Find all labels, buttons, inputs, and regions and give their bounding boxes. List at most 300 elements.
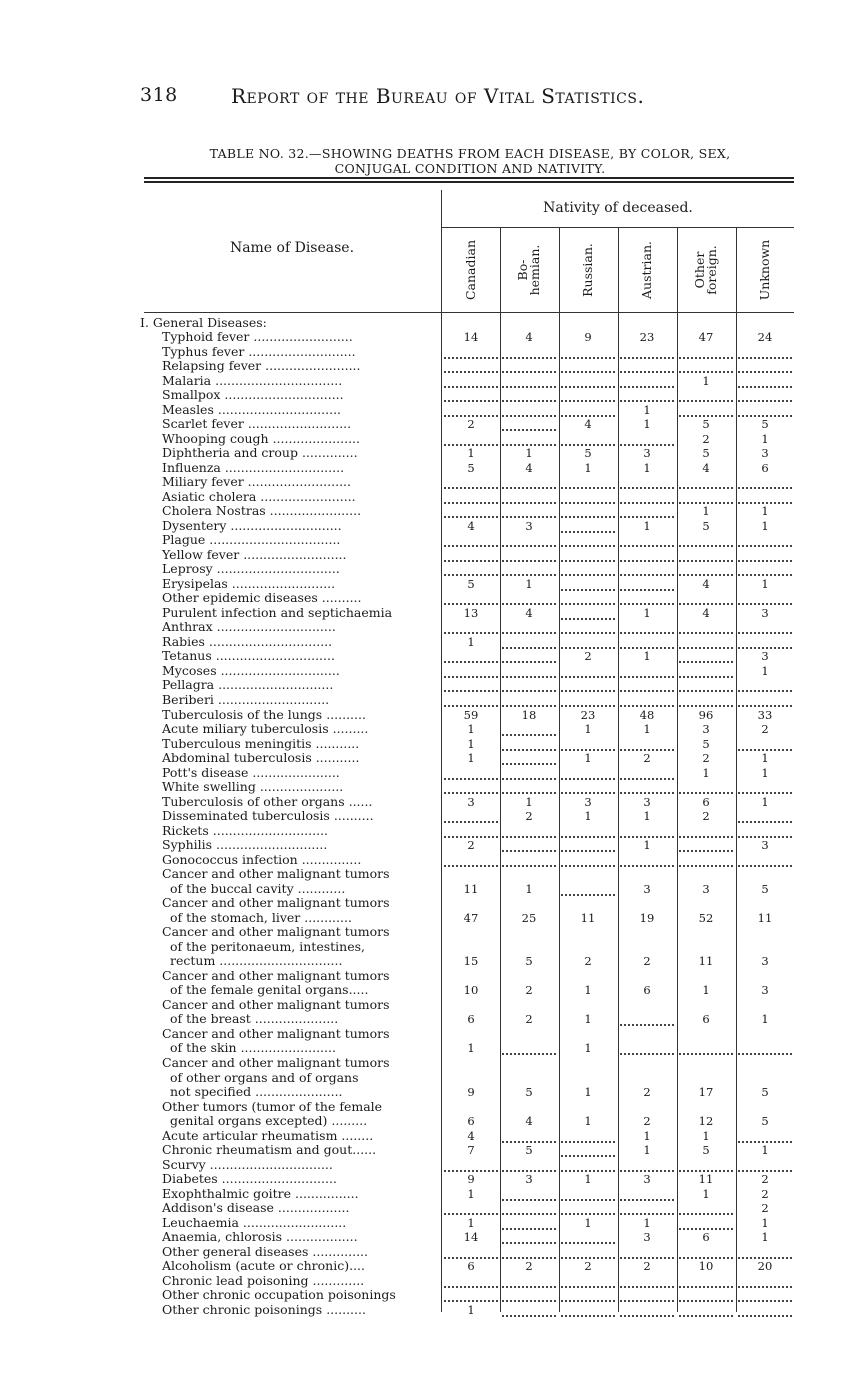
table-cell: 1 xyxy=(467,736,475,751)
column-header-label: Austrian. xyxy=(639,241,654,299)
leader-dots xyxy=(620,747,674,751)
table-title-line1: TABLE NO. 32.—SHOWING DEATHS FROM EACH DISEASE, BY COLOR, SEX, xyxy=(209,146,731,161)
table-cell: 6 xyxy=(702,794,710,809)
table-cell: 5 xyxy=(761,1085,769,1100)
row-label: Cancer and other malignant tumors xyxy=(162,896,390,911)
leader-dots xyxy=(502,1051,556,1055)
leader-dots xyxy=(444,1168,498,1172)
table-cell: 2 xyxy=(525,1012,533,1027)
table-cell: 1 xyxy=(643,1128,651,1143)
row-label: Pott's disease ...................... xyxy=(162,765,340,780)
table-cell: 5 xyxy=(761,417,769,432)
table-cell: 2 xyxy=(584,954,592,969)
table-cell: 1 xyxy=(467,722,475,737)
table-cell: 2 xyxy=(643,1114,651,1129)
leader-dots xyxy=(679,1298,733,1302)
row-label: Alcoholism (acute or chronic).... xyxy=(162,1259,365,1274)
leader-dots xyxy=(738,485,792,489)
row-label: Relapsing fever ........................ xyxy=(162,359,361,374)
leader-dots xyxy=(620,1255,674,1259)
column-header xyxy=(559,232,617,308)
leader-dots xyxy=(620,398,674,402)
table-cell: 1 xyxy=(643,649,651,664)
table-cell: 47 xyxy=(463,910,479,925)
leader-dots xyxy=(561,616,615,620)
column-header xyxy=(500,232,558,308)
leader-dots xyxy=(561,572,615,576)
column-header xyxy=(442,232,500,308)
table-cell: 2 xyxy=(584,1259,592,1274)
leader-dots xyxy=(620,485,674,489)
leader-dots xyxy=(561,630,615,634)
leader-dots xyxy=(620,1313,674,1317)
table-cell: 1 xyxy=(761,1230,769,1245)
table-cell: 1 xyxy=(761,431,769,446)
running-title: Report of the Bureau of Vital Statistics. xyxy=(231,84,645,108)
table-cell: 13 xyxy=(463,605,479,620)
table-cell: 3 xyxy=(761,838,769,853)
table-cell: 19 xyxy=(639,910,655,925)
nativity-underline xyxy=(442,227,794,228)
row-label: Other general diseases .............. xyxy=(162,1244,369,1259)
table-cell: 1 xyxy=(467,1215,475,1230)
leader-dots xyxy=(502,1284,556,1288)
leader-dots xyxy=(738,601,792,605)
leader-dots xyxy=(502,355,556,359)
table-cell: 1 xyxy=(467,634,475,649)
row-label: Acute articular rheumatism ........ xyxy=(162,1128,374,1143)
leader-dots xyxy=(679,688,733,692)
leader-dots xyxy=(620,1197,674,1201)
table-cell: 6 xyxy=(702,1230,710,1245)
leader-dots xyxy=(561,413,615,417)
leader-dots xyxy=(561,1298,615,1302)
table-cell: 4 xyxy=(584,417,592,432)
table-cell: 9 xyxy=(467,1172,475,1187)
leader-dots xyxy=(444,442,498,446)
leader-dots xyxy=(738,645,792,649)
row-label: Anaemia, chlorosis .................. xyxy=(162,1230,358,1245)
leader-dots xyxy=(502,848,556,852)
table-cell: 5 xyxy=(702,446,710,461)
row-label: Miliary fever .......................... xyxy=(162,475,351,490)
leader-dots xyxy=(620,674,674,678)
table-cell: 1 xyxy=(584,1215,592,1230)
row-label: Tuberculosis of the lungs .......... xyxy=(162,707,366,722)
leader-dots xyxy=(561,790,615,794)
table-cell: 1 xyxy=(584,809,592,824)
leader-dots xyxy=(679,1313,733,1317)
table-cell: 14 xyxy=(463,1230,479,1245)
leader-dots xyxy=(561,834,615,838)
table-cell: 2 xyxy=(643,954,651,969)
table-cell: 1 xyxy=(584,983,592,998)
leader-dots xyxy=(679,355,733,359)
leader-dots xyxy=(502,442,556,446)
leader-dots xyxy=(738,819,792,823)
leader-dots xyxy=(561,514,615,518)
leader-dots xyxy=(620,1284,674,1288)
column-header xyxy=(736,232,794,308)
table-cell: 3 xyxy=(761,983,769,998)
leader-dots xyxy=(502,1168,556,1172)
table-cell: 3 xyxy=(702,881,710,896)
leader-dots xyxy=(561,1139,615,1143)
leader-dots xyxy=(738,747,792,751)
leader-dots xyxy=(561,601,615,605)
leader-dots xyxy=(502,645,556,649)
leader-dots xyxy=(620,863,674,867)
table-cell: 4 xyxy=(525,1114,533,1129)
table-cell: 6 xyxy=(643,983,651,998)
leader-dots xyxy=(561,645,615,649)
column-header-label: Other foreign. xyxy=(692,245,719,295)
table-cell: 3 xyxy=(761,649,769,664)
row-label: of the skin ........................ xyxy=(170,1041,336,1056)
table-cell: 3 xyxy=(643,794,651,809)
leader-dots xyxy=(738,863,792,867)
table-cell: 1 xyxy=(525,576,533,591)
table-cell: 1 xyxy=(761,765,769,780)
leader-dots xyxy=(561,1153,615,1157)
table-cell: 5 xyxy=(525,1143,533,1158)
leader-dots xyxy=(738,1051,792,1055)
leader-dots xyxy=(738,834,792,838)
leader-dots xyxy=(444,863,498,867)
column-header xyxy=(677,232,735,308)
table-cell: 1 xyxy=(643,605,651,620)
table-cell: 1 xyxy=(584,460,592,475)
table-cell: 5 xyxy=(702,1143,710,1158)
table-title-line2: CONJUGAL CONDITION AND NATIVITY. xyxy=(334,161,606,176)
table-cell: 2 xyxy=(525,809,533,824)
leader-dots xyxy=(738,384,792,388)
leader-dots xyxy=(444,543,498,547)
table-cell: 4 xyxy=(525,460,533,475)
table-cell: 18 xyxy=(521,707,537,722)
leader-dots xyxy=(502,761,556,765)
leader-dots xyxy=(502,558,556,562)
row-label: Tetanus .............................. xyxy=(162,649,335,664)
column-header-label: Bo- hemian. xyxy=(515,244,542,296)
table-cell: 3 xyxy=(643,1172,651,1187)
leader-dots xyxy=(444,500,498,504)
column-header xyxy=(618,232,676,308)
leader-dots xyxy=(444,630,498,634)
nativity-header: Nativity of deceased. xyxy=(543,200,693,216)
leader-dots xyxy=(561,500,615,504)
row-label: rectum ............................... xyxy=(170,954,343,969)
leader-dots xyxy=(679,500,733,504)
row-label: Other chronic occupation poisonings xyxy=(162,1288,396,1303)
table-cell: 2 xyxy=(584,649,592,664)
leader-dots xyxy=(620,572,674,576)
leader-dots xyxy=(738,355,792,359)
leader-dots xyxy=(502,732,556,736)
leader-dots xyxy=(738,1298,792,1302)
leader-dots xyxy=(620,1211,674,1215)
row-label: Cancer and other malignant tumors xyxy=(162,925,390,940)
table-cell: 1 xyxy=(584,1085,592,1100)
table-cell: 2 xyxy=(525,983,533,998)
leader-dots xyxy=(679,1168,733,1172)
leader-dots xyxy=(679,1051,733,1055)
table-cell: 24 xyxy=(757,330,773,344)
leader-dots xyxy=(502,1197,556,1201)
leader-dots xyxy=(502,1240,556,1244)
row-label: of the buccal cavity ............ xyxy=(170,881,346,896)
leader-dots xyxy=(561,1240,615,1244)
row-label: White swelling ..................... xyxy=(162,780,344,795)
table-cell: 5 xyxy=(702,736,710,751)
table-cell: 1 xyxy=(584,1012,592,1027)
row-label: Cancer and other malignant tumors xyxy=(162,1056,390,1070)
table-cell: 1 xyxy=(643,417,651,432)
table-cell: 17 xyxy=(698,1085,714,1100)
table-cell: 1 xyxy=(525,881,533,896)
leader-dots xyxy=(444,790,498,794)
table-cell: 2 xyxy=(761,722,769,737)
leader-dots xyxy=(502,790,556,794)
leader-dots xyxy=(502,659,556,663)
leader-dots xyxy=(561,384,615,388)
leader-dots xyxy=(738,398,792,402)
table-cell: 9 xyxy=(584,330,592,344)
row-label: Anthrax .............................. xyxy=(162,620,336,635)
leader-dots xyxy=(444,688,498,692)
leader-dots xyxy=(561,892,615,896)
row-label: of the breast ..................... xyxy=(170,1012,339,1027)
column-header-label: Canadian xyxy=(463,239,478,301)
table-cell: 1 xyxy=(761,1143,769,1158)
leader-dots xyxy=(679,1211,733,1215)
row-label: Syphilis ............................ xyxy=(162,838,328,853)
table-cell: 5 xyxy=(525,954,533,969)
leader-dots xyxy=(561,688,615,692)
running-head xyxy=(140,84,720,114)
leader-dots xyxy=(738,1255,792,1259)
row-label: Yellow fever .......................... xyxy=(162,547,347,562)
row-label: Cancer and other malignant tumors xyxy=(162,997,390,1012)
leader-dots xyxy=(502,1226,556,1230)
table-cell: 6 xyxy=(761,460,769,475)
table-cell: 59 xyxy=(463,707,479,722)
table-cell: 12 xyxy=(698,1114,714,1129)
table-cell: 3 xyxy=(702,722,710,737)
row-label: Typhus fever ........................... xyxy=(162,344,356,359)
row-label: Cholera Nostras ....................... xyxy=(162,504,362,519)
table-cell: 2 xyxy=(702,809,710,824)
leader-dots xyxy=(679,630,733,634)
leader-dots xyxy=(561,1168,615,1172)
leader-dots xyxy=(620,630,674,634)
leader-dots xyxy=(444,1211,498,1215)
table-cell: 5 xyxy=(525,1085,533,1100)
table-cell: 33 xyxy=(757,707,773,722)
table-cell: 2 xyxy=(467,417,475,432)
leader-dots xyxy=(738,688,792,692)
row-label: of the female genital organs..... xyxy=(170,983,369,998)
leader-dots xyxy=(561,1197,615,1201)
name-of-disease-header: Name of Disease. xyxy=(229,240,355,256)
leader-dots xyxy=(502,572,556,576)
table-cell: 1 xyxy=(761,663,769,678)
row-label: Leuchaemia .......................... xyxy=(162,1215,347,1230)
leader-dots xyxy=(679,572,733,576)
title-rule-bottom xyxy=(144,181,794,183)
table-cell: 1 xyxy=(643,809,651,824)
table-cell: 2 xyxy=(467,838,475,853)
leader-dots xyxy=(502,747,556,751)
row-label: Pellagra ............................. xyxy=(162,678,334,693)
table-cell: 3 xyxy=(643,881,651,896)
row-label: Purulent infection and septichaemia xyxy=(162,605,393,620)
table-cell: 6 xyxy=(467,1114,475,1129)
table-cell: 4 xyxy=(467,518,475,533)
table-cell: 1 xyxy=(643,722,651,737)
leader-dots xyxy=(679,558,733,562)
leader-dots xyxy=(502,485,556,489)
table-cell: 2 xyxy=(761,1201,769,1216)
leader-dots xyxy=(738,543,792,547)
leader-dots xyxy=(502,1139,556,1143)
table-cell: 1 xyxy=(584,751,592,766)
row-label: Other chronic poisonings .......... xyxy=(162,1302,366,1317)
leader-dots xyxy=(502,688,556,692)
leader-dots xyxy=(620,558,674,562)
row-label: Chronic rheumatism and gout...... xyxy=(162,1143,377,1158)
table-cell: 23 xyxy=(580,707,596,722)
row-label: Rickets ............................. xyxy=(162,823,329,838)
leader-dots xyxy=(738,500,792,504)
leader-dots xyxy=(502,543,556,547)
leader-dots xyxy=(620,776,674,780)
table-cell: 1 xyxy=(761,576,769,591)
leader-dots xyxy=(502,384,556,388)
leader-dots xyxy=(738,703,792,707)
leader-dots xyxy=(620,1168,674,1172)
row-label: Leprosy ............................... xyxy=(162,562,340,577)
page-number: 318 xyxy=(140,84,178,106)
leader-dots xyxy=(502,863,556,867)
header-bottom-rule xyxy=(144,312,794,313)
row-label: Erysipelas .......................... xyxy=(162,576,336,591)
row-label: Influenza .............................. xyxy=(162,460,345,475)
table-cell: 1 xyxy=(467,751,475,766)
table-cell: 3 xyxy=(525,518,533,533)
table-cell: 1 xyxy=(761,794,769,809)
table-cell: 48 xyxy=(639,707,655,722)
leader-dots xyxy=(561,558,615,562)
leader-dots xyxy=(561,848,615,852)
table-cell: 3 xyxy=(761,605,769,620)
leader-dots xyxy=(561,1313,615,1317)
table-cell: 4 xyxy=(702,605,710,620)
table-cell: 11 xyxy=(698,954,714,969)
leader-dots xyxy=(561,1284,615,1288)
table-cell: 96 xyxy=(698,707,714,722)
leader-dots xyxy=(679,848,733,852)
leader-dots xyxy=(561,355,615,359)
leader-dots xyxy=(561,1211,615,1215)
table-cell: 10 xyxy=(698,1259,714,1274)
leader-dots xyxy=(444,485,498,489)
table-cell: 1 xyxy=(761,518,769,533)
table-cell: 2 xyxy=(643,751,651,766)
row-label: Diphtheria and croup .............. xyxy=(162,446,358,461)
leader-dots xyxy=(444,514,498,518)
row-label: Tuberculosis of other organs ...... xyxy=(162,794,373,809)
leader-dots xyxy=(561,1255,615,1259)
table-cell: 11 xyxy=(463,881,479,896)
row-label: Diabetes ............................. xyxy=(162,1172,337,1187)
table-cell: 14 xyxy=(463,330,479,344)
row-label: Other tumors (tumor of the female xyxy=(162,1099,383,1114)
leader-dots xyxy=(444,1284,498,1288)
table-cell: 3 xyxy=(584,794,592,809)
leader-dots xyxy=(738,413,792,417)
row-label: Tuberculous meningitis ........... xyxy=(162,736,360,751)
leader-dots xyxy=(679,1284,733,1288)
leader-dots xyxy=(679,674,733,678)
table-cell: 2 xyxy=(702,431,710,446)
leader-dots xyxy=(444,355,498,359)
table-cell: 5 xyxy=(761,881,769,896)
table-cell: 3 xyxy=(643,446,651,461)
table-cell: 4 xyxy=(525,330,533,344)
leader-dots xyxy=(502,413,556,417)
table-cell: 5 xyxy=(702,518,710,533)
row-label: Smallpox .............................. xyxy=(162,388,344,403)
row-label: Rabies ............................... xyxy=(162,634,333,649)
leader-dots xyxy=(679,834,733,838)
row-label: Measles ............................... xyxy=(162,402,342,417)
leader-dots xyxy=(502,703,556,707)
leader-dots xyxy=(444,674,498,678)
leader-dots xyxy=(561,674,615,678)
table-cell: 2 xyxy=(702,751,710,766)
leader-dots xyxy=(620,1051,674,1055)
row-label: Scarlet fever .......................... xyxy=(162,417,352,432)
row-label: Malaria ................................ xyxy=(162,373,343,388)
table-cell: 4 xyxy=(525,605,533,620)
leader-dots xyxy=(738,572,792,576)
row-label: Cancer and other malignant tumors xyxy=(162,867,390,882)
leader-dots xyxy=(444,601,498,605)
table-cell: 4 xyxy=(702,460,710,475)
leader-dots xyxy=(444,819,498,823)
table-cell: 1 xyxy=(643,460,651,475)
table-cell: 1 xyxy=(584,1114,592,1129)
leader-dots xyxy=(620,442,674,446)
leader-dots xyxy=(620,645,674,649)
table-cell: 2 xyxy=(643,1085,651,1100)
table-cell: 5 xyxy=(584,446,592,461)
table-cell: 1 xyxy=(643,402,651,417)
leader-dots xyxy=(738,369,792,373)
column-header-label: Russian. xyxy=(580,243,595,297)
leader-dots xyxy=(502,630,556,634)
row-label: of the stomach, liver ............ xyxy=(170,910,352,925)
table-cell: 2 xyxy=(525,1259,533,1274)
table-cell: 1 xyxy=(702,983,710,998)
title-rule-top xyxy=(144,177,794,179)
table-cell: 1 xyxy=(702,1186,710,1201)
table-cell: 1 xyxy=(761,504,769,519)
row-label: of other organs and of organs xyxy=(170,1070,359,1085)
leader-dots xyxy=(620,1022,674,1026)
leader-dots xyxy=(561,485,615,489)
